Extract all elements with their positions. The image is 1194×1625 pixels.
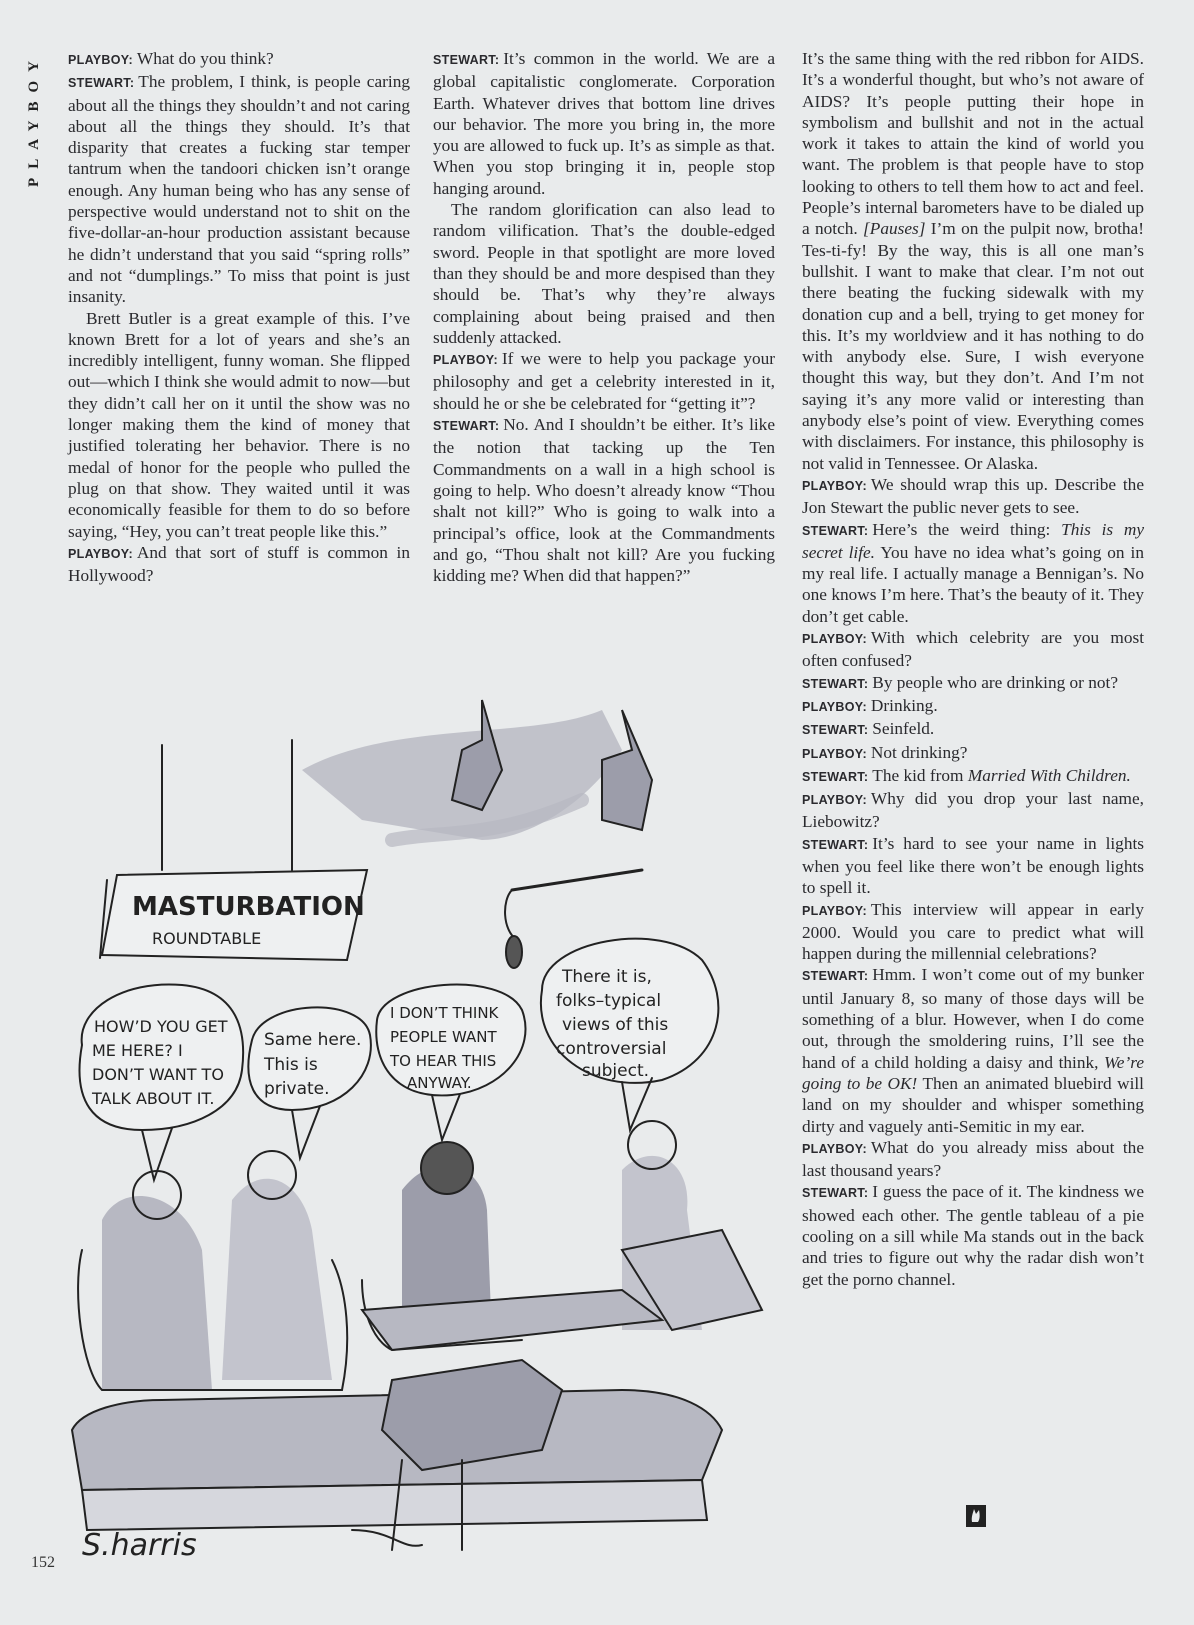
bubble-1-line-3: DON’T WANT TO	[92, 1065, 224, 1084]
speaker-label: PLAYBOY:	[802, 478, 867, 493]
speaker-label: STEWART:	[433, 419, 500, 434]
speaker-label: PLAYBOY:	[802, 746, 867, 761]
cartoon-illustration	[62, 690, 792, 1590]
rabbit-head-icon	[966, 1505, 986, 1527]
paragraph	[802, 1181, 1144, 1289]
answer-text: The problem, I think, is people caring about all the things they shouldn’t and not caring about all the things they should. It’s that disparity that creates a fucking star temper tantrum when the tandoori chicken isn’t orange enough. Any human being who has any sense of perspective would understand not to shit on the five-dollar-an-hour production assistant because he didn’t understand that you said “spring rolls” and not “dumplings.” To miss that point is just insanity.	[68, 72, 410, 307]
paragraph	[68, 48, 410, 71]
speaker-label: STEWART:	[802, 837, 869, 852]
speaker-label: PLAYBOY:	[802, 1141, 867, 1156]
bubble-2-line-1: Same here.	[264, 1030, 362, 1050]
paragraph	[802, 48, 1144, 474]
bubble-4-line-2: folks–typical	[556, 991, 662, 1011]
speaker-label: STEWART:	[68, 76, 135, 91]
speaker-label: PLAYBOY:	[68, 53, 133, 67]
text-column-2	[433, 48, 775, 586]
bubble-1-line-1: HOW’D YOU GET	[94, 1017, 228, 1036]
answer-text: Seinfeld.	[872, 719, 935, 739]
paragraph	[802, 964, 1144, 1136]
bubble-2-line-3: private.	[264, 1079, 330, 1099]
bubble-4-line-5: subject.	[582, 1061, 650, 1081]
answer-text: You have no idea what’s going on in my real life. I actually manage a Bennigan’s. No one knows I’m here. That’s the beauty of it. They don’t get cable.	[802, 542, 1144, 626]
answer-text: The kid from	[872, 765, 964, 785]
question-text: What do you think?	[136, 49, 274, 68]
speaker-label: PLAYBOY:	[433, 353, 498, 368]
answer-text: Here’s the weird thing:	[872, 519, 1051, 539]
paragraph	[802, 899, 1144, 965]
speaker-label: STEWART:	[802, 523, 869, 538]
paragraph	[433, 48, 775, 199]
answer-text: It’s common in the world. We are a global capitalistic conglomerate. Corporation Earth. Whatever drives that bottom line drives our behavior. The more you bring in, the more you are allowed to fuck up. It’s as simple as that. When you stop bringing it in, people stop hanging around.	[433, 49, 775, 198]
answer-text: It’s the same thing with the red ribbon for AIDS. It’s a wonderful thought, but who’s not aware of AIDS? It’s people putting their hope in symbolism and bullshit and not in the actual work it takes to attain the kind of world you want. The problem is that people have to stop looking to others to tell them how to act and feel. People’s internal barometers have to be dialed up a notch.	[802, 49, 1144, 239]
question-text: Why did you drop your last name, Liebowitz?	[802, 789, 1144, 832]
speaker-label: STEWART:	[802, 1186, 869, 1201]
page-number: 152	[31, 1554, 55, 1571]
magazine-spine-label: PLAYBOY	[26, 52, 42, 187]
italic-text: Married With Children.	[967, 765, 1131, 785]
paragraph	[802, 788, 1144, 833]
bubble-3-line-2: PEOPLE WANT	[390, 1028, 497, 1046]
text-column-3	[802, 48, 1144, 1290]
speaker-label: PLAYBOY:	[802, 903, 867, 918]
speaker-label: PLAYBOY:	[68, 546, 133, 561]
answer-text: By people who are drinking or not?	[872, 672, 1119, 692]
answer-text: No. And I shouldn’t be either. It’s like the notion that tacking up the Ten Commandments on a wall in a high school is going to help. Who doesn’t already know “Thou shalt not kill?” Who is going to walk into a principal’s office, look at the Commandments and go, “Thou shalt not kill? Are you fucking kidding me? When did that happen?”	[433, 415, 775, 586]
question-text: And that sort of stuff is common in Hollywood?	[68, 542, 410, 586]
speaker-label: STEWART:	[802, 769, 869, 784]
speaker-label: STEWART:	[802, 723, 869, 738]
question-text: What do you already miss about the last thousand years?	[802, 1137, 1144, 1181]
speaker-label: PLAYBOY:	[802, 699, 867, 714]
bubble-1-line-2: ME HERE? I	[92, 1041, 183, 1060]
paragraph	[802, 1137, 1144, 1182]
italic-text: This is my secret life.	[802, 519, 1144, 562]
sign-subtitle: ROUNDTABLE	[152, 929, 262, 948]
answer-text: Then an animated bluebird will land on my shoulder and whisper something dirty and vaguely anti-Semitic in my ear.	[802, 1073, 1144, 1136]
paragraph	[802, 718, 1144, 741]
bubble-4-line-1: There it is,	[562, 967, 652, 987]
paragraph: Brett Butler is a great example of this. I’ve known Brett for a lot of years and she’s an incredibly intelligent, funny woman. She flipped out—which I think she would admit to now—but they didn’t call her on it until the show was no longer making them the kind of money that justified tolerating her behavior. There is no medal of honor for the people who pulled the plug on that show. They waited until it was economically feasible for them to do so before saying, “Hey, you can’t treat people like this.”	[68, 308, 410, 541]
sign-title: MASTURBATION	[132, 892, 365, 922]
question-text: If we were to help you package your philosophy and get a celebrity interested in it, should he or she be celebrated for “getting it”?	[433, 349, 775, 413]
bubble-4-line-4: controversial	[556, 1039, 667, 1059]
answer-text: I’m on the pulpit now, brotha! Tes-ti-fy! By the way, this is all one man’s bullshit. I want to make that clear. I’m not out there beating the fucking sidewalk with my donation cup and a bell, trying to get money for this. It’s my worldview and it has nothing to do with anybody else. Sure, I wish everyone thought this way, but they don’t. And I’m not saying it’s any more valid or interesting than anybody else’s point of view. Everything comes with disclaimers. For instance, this philosophy is not valid in Tennessee. Or Alaska.	[802, 219, 1144, 473]
artist-signature: S.harris	[82, 1528, 197, 1563]
italic-text: We’re going to be OK!	[802, 1052, 1144, 1093]
answer-text: I guess the pace of it. The kindness we showed each other. The gentle tableau of a pie cooling on a sill while Ma stands out in the back and tries to figure out why the radar dish won’t get the porno channel.	[802, 1182, 1144, 1289]
speaker-label: PLAYBOY:	[802, 793, 867, 808]
speaker-label: STEWART:	[802, 676, 869, 691]
paragraph	[802, 519, 1144, 627]
stage-direction: [Pauses]	[863, 219, 926, 239]
bubble-1-line-4: TALK ABOUT IT.	[92, 1089, 215, 1108]
bubble-3-line-1: I DON’T THINK	[390, 1004, 499, 1022]
paragraph	[802, 474, 1144, 519]
paragraph	[802, 627, 1144, 672]
bubble-3-line-4: ANYWAY.	[407, 1074, 472, 1092]
question-text: Not drinking?	[870, 742, 968, 762]
paragraph	[433, 414, 775, 586]
paragraph	[68, 71, 410, 307]
paragraph	[802, 833, 1144, 899]
paragraph	[802, 695, 1144, 718]
bubble-2-line-2: This is	[264, 1055, 318, 1075]
paragraph	[802, 672, 1144, 695]
question-text: We should wrap this up. Describe the Jon Stewart the public never gets to see.	[802, 474, 1144, 518]
bubble-3-line-3: TO HEAR THIS	[390, 1052, 497, 1070]
text-column-1	[68, 48, 410, 586]
paragraph	[433, 348, 775, 414]
bubble-4-line-3: views of this	[562, 1015, 669, 1035]
question-text: Drinking.	[870, 695, 938, 715]
paragraph	[68, 542, 410, 587]
speaker-label: STEWART:	[433, 53, 500, 67]
paragraph	[802, 742, 1144, 765]
question-text: This interview will appear in early 2000. Would you care to predict what will happen during the millennial celebrations?	[802, 899, 1144, 964]
speaker-label: STEWART:	[802, 969, 869, 984]
answer-text: It’s hard to see your name in lights when you feel like there won’t be enough lights to spell it.	[802, 833, 1144, 898]
speaker-label: PLAYBOY:	[802, 632, 867, 647]
paragraph: The random glorification can also lead to random vilification. That’s the double-edged sword. People in that spotlight are more loved than they should be and more despised than they should be. That’s why they’re always complaining about being praised and then suddenly attacked.	[433, 200, 775, 347]
answer-text: Hmm. I won’t come out of my bunker until January 8, so many of those days will be something of a blur. However, when I do come out, through the smoldering ruins, I’ll see the hand of a child holding a daisy and think,	[802, 965, 1144, 1072]
paragraph	[802, 765, 1144, 788]
question-text: With which celebrity are you most often confused?	[802, 628, 1144, 671]
